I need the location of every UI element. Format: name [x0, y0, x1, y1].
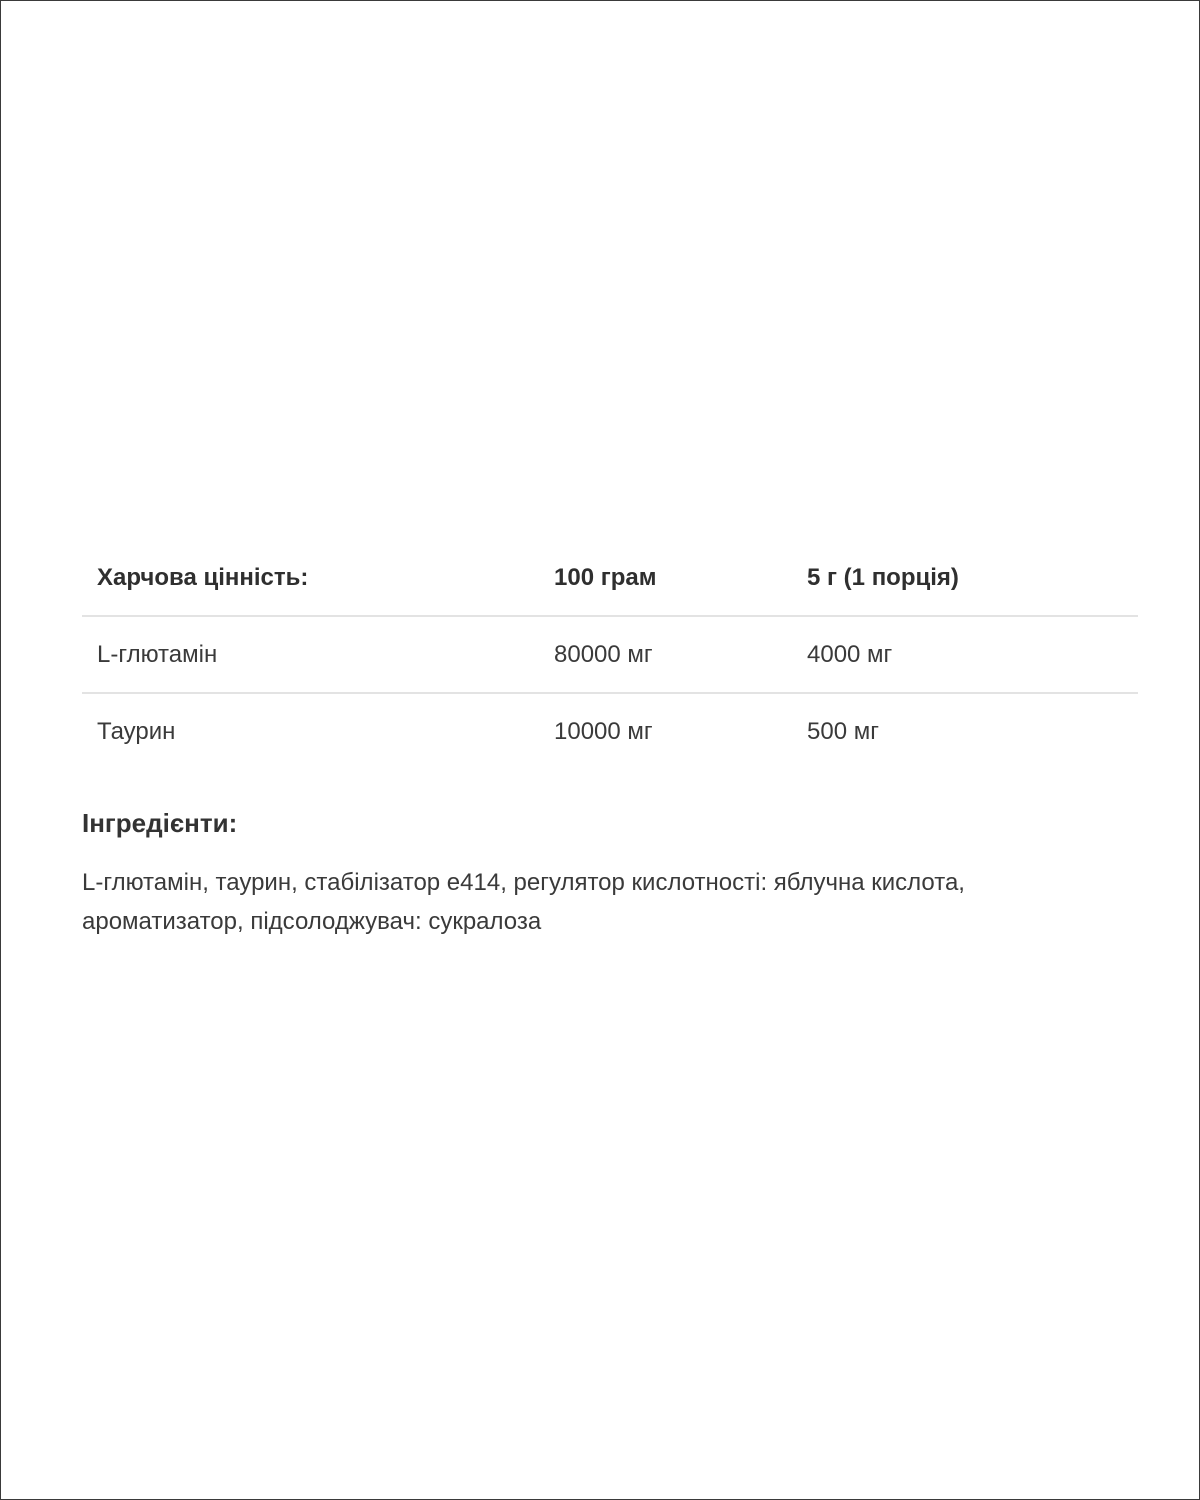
product-composition — [82, 540, 1138, 941]
table-header-row — [82, 540, 1138, 616]
nutrition-table — [82, 540, 1138, 769]
header-nutrition-value: Харчова цінність: — [82, 540, 539, 616]
table-row — [82, 616, 1138, 693]
cell-nutrient-name: Таурин — [97, 717, 176, 745]
cell-nutrient-name: L-глютамін — [82, 616, 539, 693]
ingredients-list: L-глютамін, таурин, стабілізатор e414, регулятор кислотності: яблучна кислота, ароматизатор, підсолоджувач: сукралоза — [82, 869, 965, 935]
cell-per-100g: 10000 мг — [554, 717, 653, 745]
cell-per-serving: 500 мг — [807, 717, 879, 745]
header-per-100g: 100 грам — [539, 540, 792, 616]
ingredients-heading: Інгредієнти: — [82, 808, 238, 838]
cell-per-serving: 4000 мг — [792, 616, 1138, 693]
table-row — [82, 693, 1138, 769]
cell-per-100g: 80000 мг — [539, 616, 792, 693]
header-per-serving: 5 г (1 порція) — [792, 540, 1138, 616]
